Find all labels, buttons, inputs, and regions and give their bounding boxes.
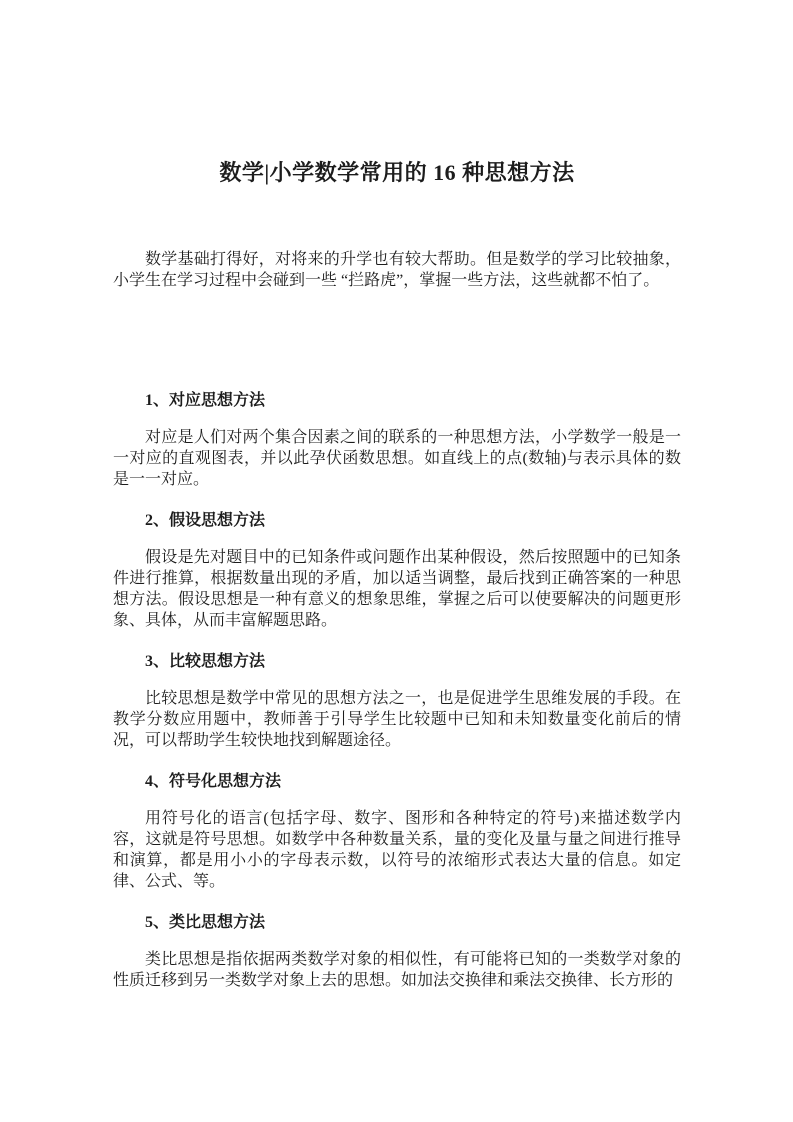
section-body-5: 类比思想是指依据两类数学对象的相似性，有可能将已知的一类数学对象的性质迁移到另一类数学对象上去的思想。如加法交换律和乘法交换律、长方形的 (113, 951, 681, 989)
intro-paragraph: 数学基础打得好，对将来的升学也有较大帮助。但是数学的学习比较抽象，小学生在学习过程中会碰到一些 “拦路虎”，掌握一些方法，这些就都不怕了。 (113, 251, 681, 289)
section-body-2: 假设是先对题目中的已知条件或问题作出某种假设，然后按照题中的已知条件进行推算，根据数量出现的矛盾，加以适当调整，最后找到正确答案的一种思想方法。假设思想是一种有意义的想象思维，掌握之后可以使要解决的问题更形象、具体，从而丰富解题思路。 (113, 549, 681, 629)
section-heading-5: 5、类比思想方法 (145, 914, 266, 931)
section-body-3: 比较思想是数学中常见的思想方法之一，也是促进学生思维发展的手段。在教学分数应用题中，教师善于引导学生比较题中已知和未知数量变化前后的情况，可以帮助学生较快地找到解题途径。 (113, 690, 681, 749)
section-heading-2: 2、假设思想方法 (145, 512, 266, 529)
document-title: 数学|小学数学常用的 16 种思想方法 (219, 160, 575, 185)
section-heading-3: 3、比较思想方法 (145, 653, 266, 670)
section-body-4: 用符号化的语言(包括字母、数字、图形和各种特定的符号)来描述数学内容，这就是符号思想。如数学中各种数量关系，量的变化及量与量之间进行推导和演算，都是用小小的字母表示数，以符号的浓缩形式表达大量的信息。如定律、公式、等。 (113, 810, 681, 890)
section-heading-4: 4、符号化思想方法 (145, 773, 282, 790)
section-body-1: 对应是人们对两个集合因素之间的联系的一种思想方法，小学数学一般是一一对应的直观图表，并以此孕伏函数思想。如直线上的点(数轴)与表示具体的数是一一对应。 (113, 429, 681, 488)
section-heading-1: 1、对应思想方法 (145, 392, 266, 409)
